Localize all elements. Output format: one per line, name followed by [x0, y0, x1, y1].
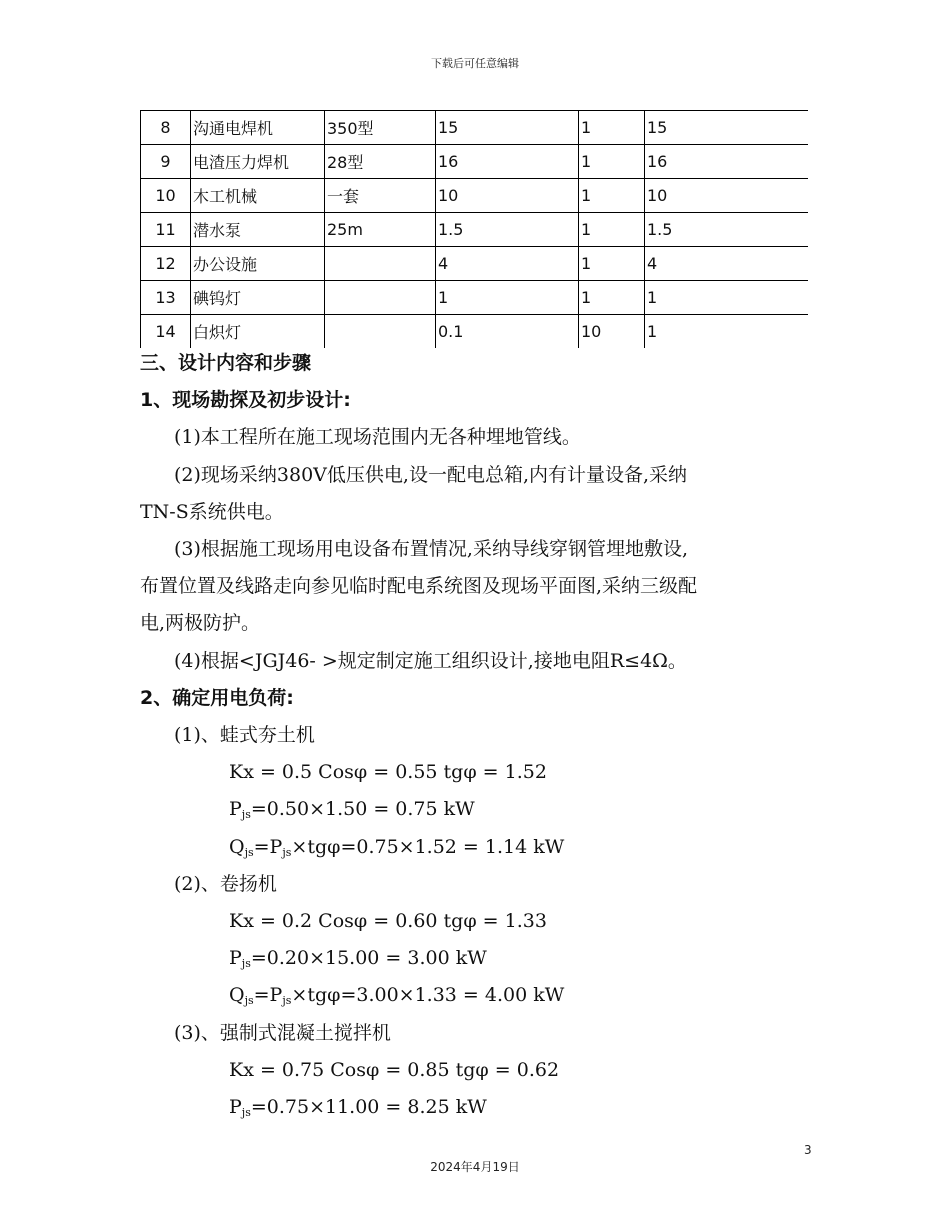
table-cell: [325, 247, 436, 281]
paragraph: (1)本工程所在施工现场范围内无各种埋地管线。: [174, 426, 581, 449]
table-cell: 4: [645, 247, 809, 281]
page-header: 下载后可任意编辑: [431, 57, 519, 70]
subscript: js: [282, 994, 292, 1008]
table-cell: 沟通电焊机: [191, 111, 325, 145]
table-cell: [325, 281, 436, 315]
table-row: [141, 179, 809, 213]
subscript: js: [241, 1106, 251, 1120]
table-row: [141, 145, 809, 179]
coefficients-line: Kx = 0.75 Cosφ = 0.85 tgφ = 0.62: [229, 1058, 560, 1081]
item-title: (3)、强制式混凝土搅拌机: [174, 1021, 391, 1044]
table-row: [141, 247, 809, 281]
table-cell: 25m: [325, 213, 436, 247]
table-row: [141, 213, 809, 247]
section-heading: 三、设计内容和步骤: [140, 352, 312, 374]
table-cell: 1: [579, 145, 645, 179]
item-title: (2)、卷扬机: [174, 872, 277, 895]
table-cell: 1: [436, 281, 579, 315]
table-cell: 11: [141, 213, 191, 247]
paragraph: (2)现场采纳380V低压供电,设一配电总箱,内有计量设备,采纳: [174, 463, 688, 486]
subscript: js: [244, 994, 254, 1008]
table-cell: 1: [645, 315, 809, 349]
table-cell: 15: [436, 111, 579, 145]
table-cell: 14: [141, 315, 191, 349]
paragraph: (4)根据<JGJ46- >规定制定施工组织设计,接地电阻R≤4Ω。: [174, 649, 687, 672]
table-cell: 0.1: [436, 315, 579, 349]
table-cell: 10: [579, 315, 645, 349]
document-body: [140, 345, 810, 1126]
table-cell: 1: [579, 179, 645, 213]
table-cell: 1: [579, 213, 645, 247]
table-cell: 电渣压力焊机: [191, 145, 325, 179]
table-row: [141, 111, 809, 145]
paragraph-continuation: TN-S系统供电。: [140, 500, 284, 523]
subsection-heading: 2、确定用电负荷:: [140, 686, 294, 709]
formula-rest: ×tgφ=3.00×1.33 = 4.00 kW: [291, 984, 565, 1007]
pjs-formula: [140, 791, 810, 828]
coefficients-line: Kx = 0.5 Cosφ = 0.55 tgφ = 1.52: [229, 761, 547, 784]
table-cell: 1: [579, 111, 645, 145]
subscript: js: [241, 808, 251, 822]
table-row: [141, 315, 809, 349]
formula-rest: =0.75×11.00 = 8.25 kW: [250, 1096, 487, 1119]
subscript: js: [244, 845, 254, 859]
table-cell: 10: [141, 179, 191, 213]
paragraph-continuation: 布置位置及线路走向参见临时配电系统图及现场平面图,采纳三级配: [140, 575, 698, 598]
table-cell: 1: [579, 281, 645, 315]
table-cell: [325, 315, 436, 349]
table-cell: 15: [645, 111, 809, 145]
symbol: P: [229, 1096, 242, 1119]
symbol: Q: [229, 835, 245, 858]
symbol: Q: [229, 984, 245, 1007]
qjs-formula: [140, 829, 810, 866]
subsection-heading: 1、现场勘探及初步设计:: [140, 389, 351, 412]
table-cell: 13: [141, 281, 191, 315]
table-cell: 1.5: [436, 213, 579, 247]
formula-mid: =P: [253, 984, 283, 1007]
table-cell: 12: [141, 247, 191, 281]
table-cell: 350型: [325, 111, 436, 145]
paragraph-continuation: 电,两极防护。: [140, 612, 261, 635]
table-cell: 白炽灯: [191, 315, 325, 349]
pjs-formula: [140, 940, 810, 977]
page-number: 3: [804, 1143, 812, 1157]
table-cell: 16: [645, 145, 809, 179]
table-cell: 一套: [325, 179, 436, 213]
table-cell: 办公设施: [191, 247, 325, 281]
symbol: P: [229, 947, 242, 970]
item-title: (1)、蛙式夯土机: [174, 724, 315, 747]
equipment-table: [140, 110, 808, 348]
table-cell: 潜水泵: [191, 213, 325, 247]
pjs-formula: [140, 1089, 810, 1126]
table-cell: 28型: [325, 145, 436, 179]
formula-rest: ×tgφ=0.75×1.52 = 1.14 kW: [291, 835, 565, 858]
table-cell: 1: [645, 281, 809, 315]
qjs-formula: [140, 977, 810, 1014]
table-cell: 16: [436, 145, 579, 179]
footer-date: 2024年4月19日: [430, 1160, 520, 1174]
table-cell: 8: [141, 111, 191, 145]
table-cell: 碘钨灯: [191, 281, 325, 315]
coefficients-line: Kx = 0.2 Cosφ = 0.60 tgφ = 1.33: [229, 910, 547, 933]
table-cell: 木工机械: [191, 179, 325, 213]
subscript: js: [282, 845, 292, 859]
paragraph: (3)根据施工现场用电设备布置情况,采纳导线穿钢管埋地敷设,: [174, 538, 688, 561]
table-cell: 4: [436, 247, 579, 281]
table-cell: 1.5: [645, 213, 809, 247]
table-cell: 1: [579, 247, 645, 281]
symbol: P: [229, 798, 242, 821]
table-cell: 10: [436, 179, 579, 213]
formula-rest: =0.20×15.00 = 3.00 kW: [250, 947, 487, 970]
subscript: js: [241, 957, 251, 971]
table-cell: 10: [645, 179, 809, 213]
formula-mid: =P: [253, 835, 283, 858]
formula-rest: =0.50×1.50 = 0.75 kW: [250, 798, 475, 821]
table-row: [141, 281, 809, 315]
table-cell: 9: [141, 145, 191, 179]
